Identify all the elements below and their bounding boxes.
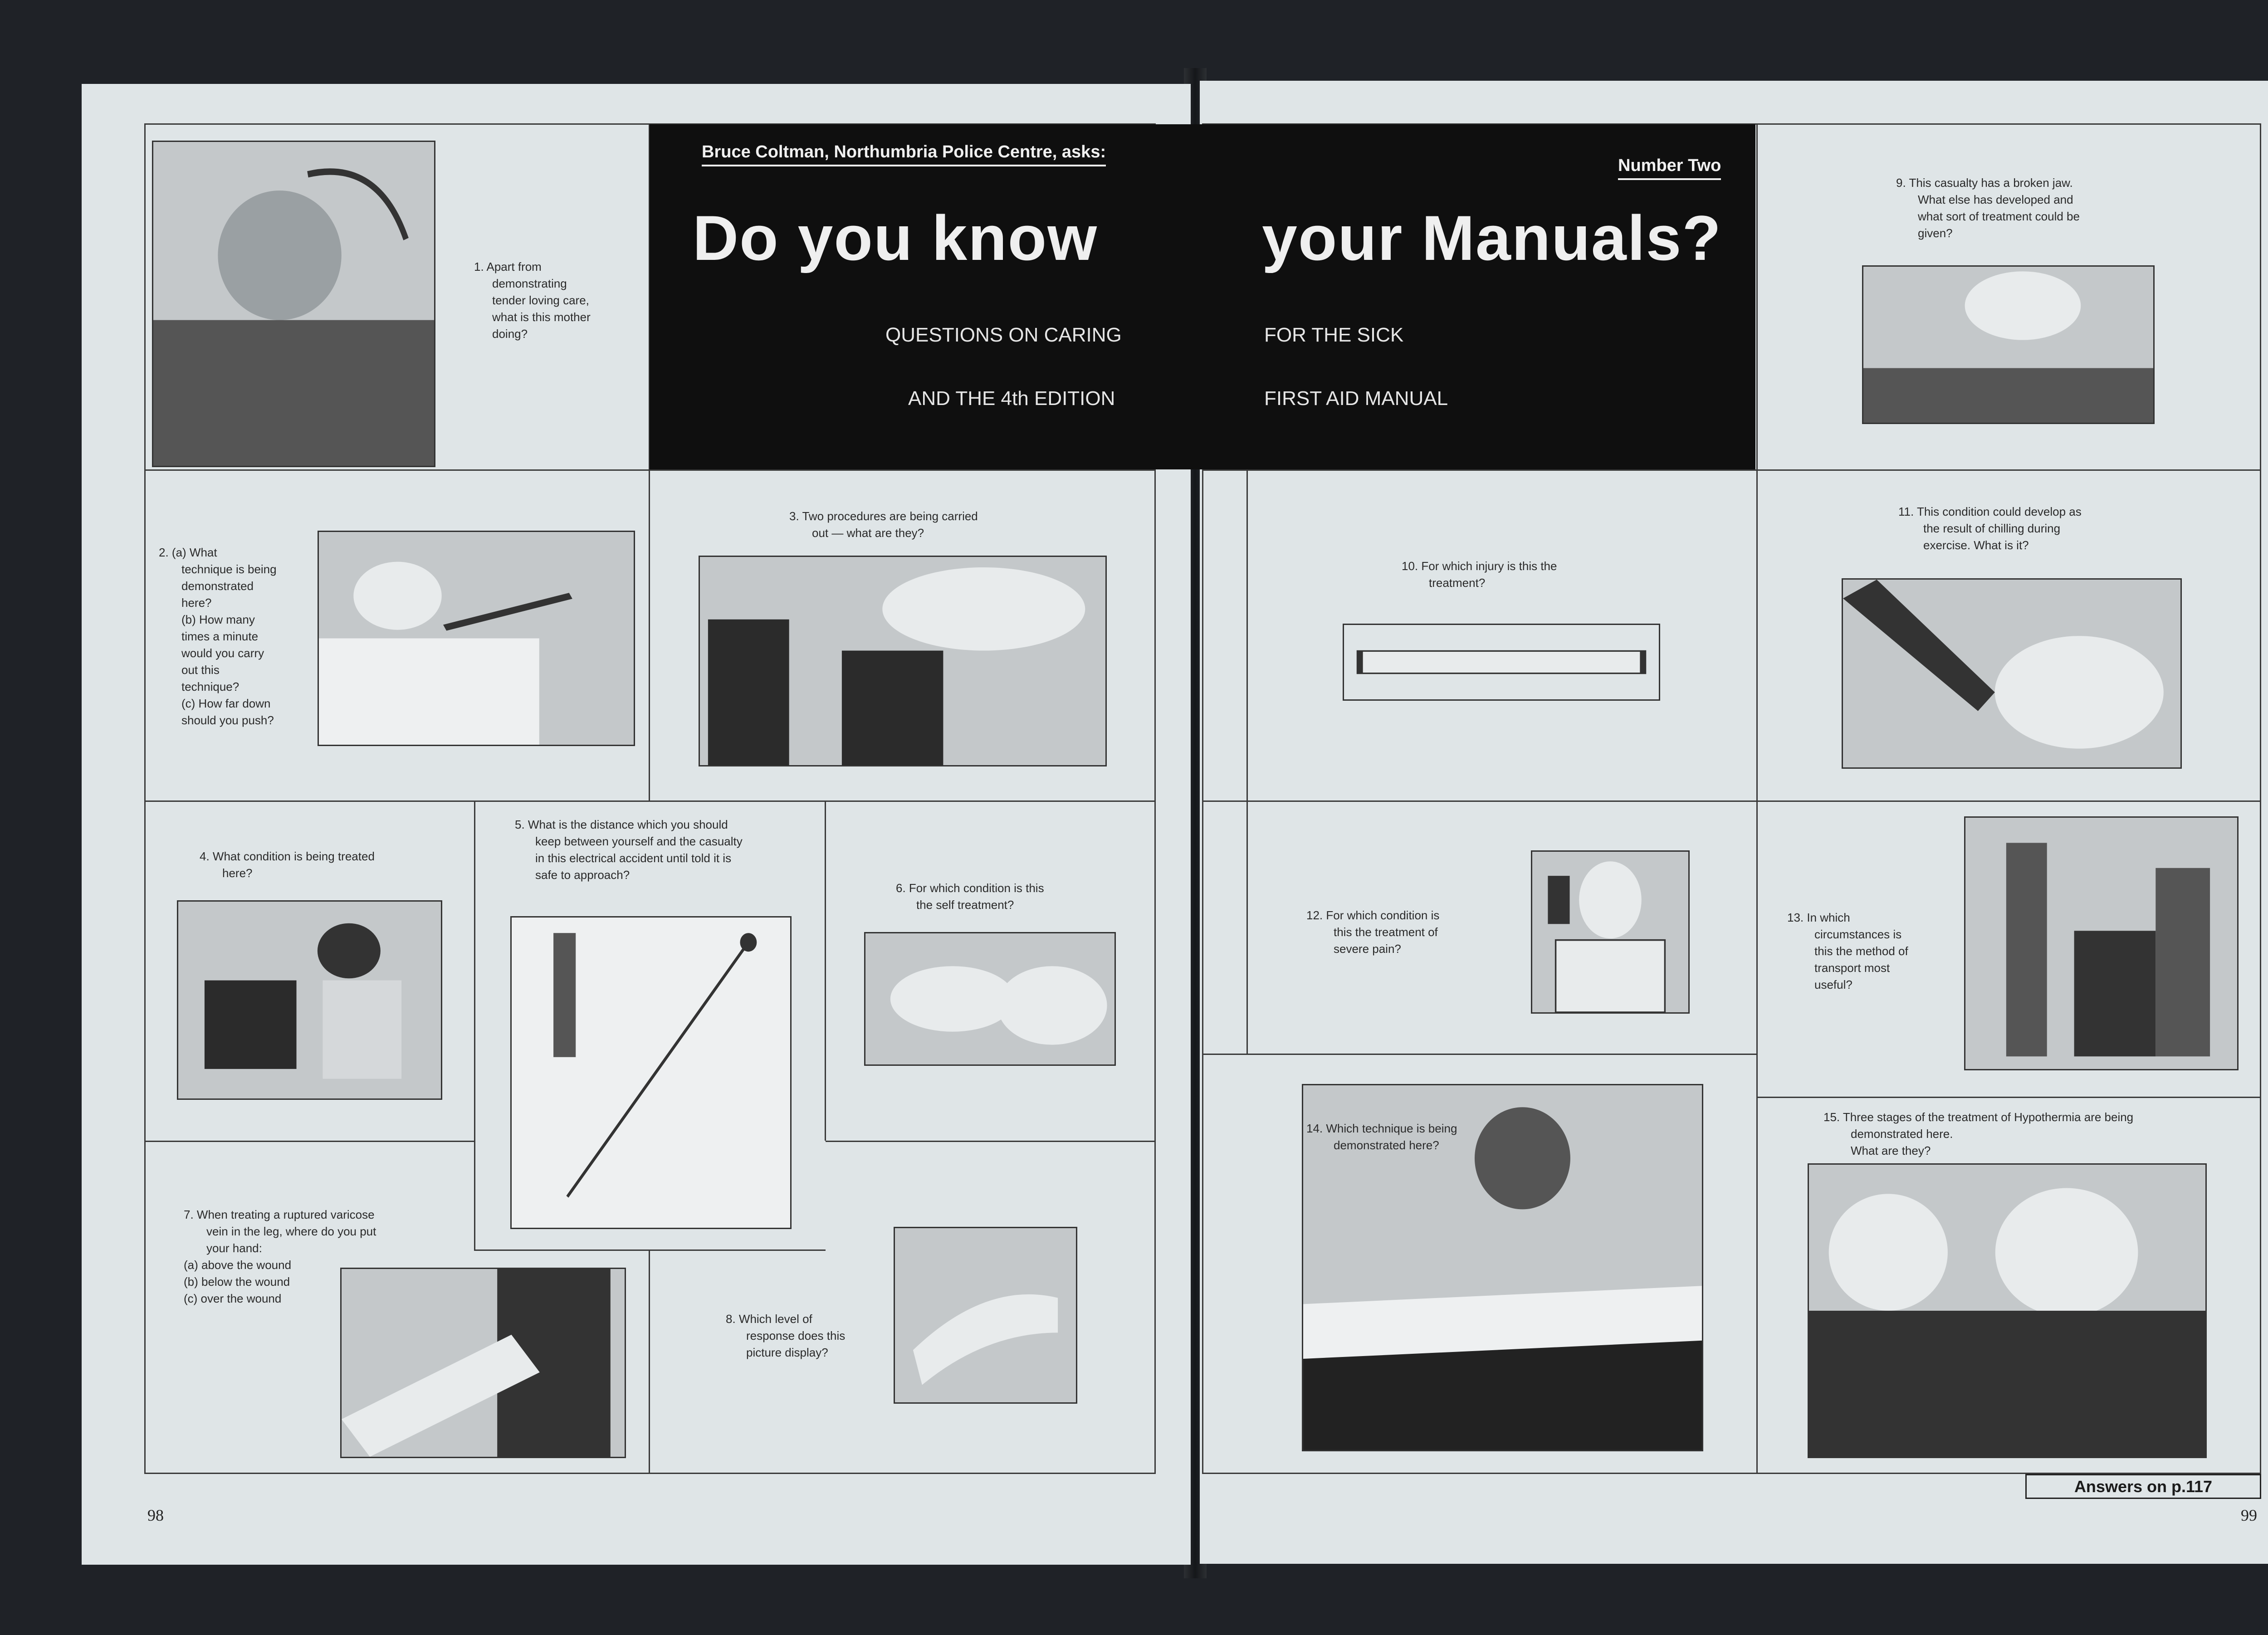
subtitle-right-1: FOR THE SICK xyxy=(1264,324,1404,346)
answers-reference: Answers on p.117 xyxy=(2025,1474,2261,1499)
illustration-q6 xyxy=(864,932,1116,1066)
grid-line xyxy=(826,1141,1156,1142)
question-1: 1. Apart from demonstrating tender loving care, what is this mother doing? xyxy=(474,260,591,341)
question-3: 3. Two procedures are being carried out — what are they? xyxy=(789,509,978,540)
illustration-q7 xyxy=(340,1268,626,1458)
grid-line xyxy=(474,800,475,1249)
grid-line xyxy=(1246,469,1248,1054)
title-banner-left xyxy=(650,124,1194,469)
illustration-q4 xyxy=(177,900,442,1100)
question-13: 13. In which circumstances is this the method of transport most useful? xyxy=(1787,911,1908,991)
illustration-q2 xyxy=(318,531,635,746)
question-5: 5. What is the distance which you should keep between yourself and the casualty in this electrical accident until told it is safe to approach? xyxy=(515,818,743,882)
grid-line xyxy=(1202,1054,1756,1055)
grid-line xyxy=(1202,800,2261,802)
grid-line xyxy=(1756,123,1758,1474)
question-7: 7. When treating a ruptured varicose vein in the leg, where do you put your hand: (a) above the wound (b) below the wound (c) over the wound xyxy=(184,1208,376,1305)
grid-line xyxy=(144,800,1156,802)
illustration-q1 xyxy=(152,141,435,467)
series-label: Number Two xyxy=(1618,156,1721,180)
illustration-q11 xyxy=(1842,578,2182,769)
subtitle-left-1: QUESTIONS ON CARING xyxy=(885,324,1122,346)
illustration-q5 xyxy=(510,916,792,1229)
question-15: 15. Three stages of the treatment of Hypothermia are being demonstrated here. What are they? xyxy=(1823,1110,2134,1157)
grid-line xyxy=(144,1141,475,1142)
question-11: 11. This condition could develop as the result of chilling during exercise. What is it? xyxy=(1898,505,2082,552)
title-banner-right xyxy=(1194,124,1755,469)
question-12: 12. For which condition is this the treatment of severe pain? xyxy=(1306,908,1440,956)
title-left: Do you know xyxy=(693,202,1098,273)
title-right: your Manuals? xyxy=(1262,202,1722,273)
question-9: 9. This casualty has a broken jaw. What else has developed and what sort of treatment could be given? xyxy=(1896,176,2080,240)
author-kicker: Bruce Coltman, Northumbria Police Centre, asks: xyxy=(702,142,1106,166)
page-number-left: 98 xyxy=(147,1506,164,1524)
illustration-q3 xyxy=(699,556,1107,766)
subtitle-left-2: AND THE 4th EDITION xyxy=(908,387,1115,410)
grid-line xyxy=(1202,469,2261,471)
question-8: 8. Which level of response does this picture display? xyxy=(726,1312,846,1359)
question-14: 14. Which technique is being demonstrated here? xyxy=(1306,1122,1457,1152)
question-4: 4. What condition is being treated here? xyxy=(200,849,375,880)
grid-line xyxy=(825,800,826,1141)
question-2: 2. (a) What technique is being demonstrated here? (b) How many times a minute would you carry out this technique? (c) How far down should you push? xyxy=(159,546,277,727)
illustration-q13 xyxy=(1964,816,2239,1070)
grid-line xyxy=(649,1249,650,1474)
illustration-q12 xyxy=(1531,850,1690,1014)
page-number-right: 99 xyxy=(2241,1506,2257,1524)
grid-line xyxy=(1756,1097,2261,1098)
illustration-q10 xyxy=(1343,624,1660,701)
illustration-q8 xyxy=(894,1227,1077,1404)
subtitle-right-2: FIRST AID MANUAL xyxy=(1264,387,1448,410)
question-6: 6. For which condition is this the self treatment? xyxy=(896,881,1044,912)
grid-line xyxy=(144,469,1156,471)
question-10: 10. For which injury is this the treatment? xyxy=(1402,559,1557,590)
illustration-q9 xyxy=(1862,265,2155,424)
illustration-q15 xyxy=(1808,1163,2207,1458)
